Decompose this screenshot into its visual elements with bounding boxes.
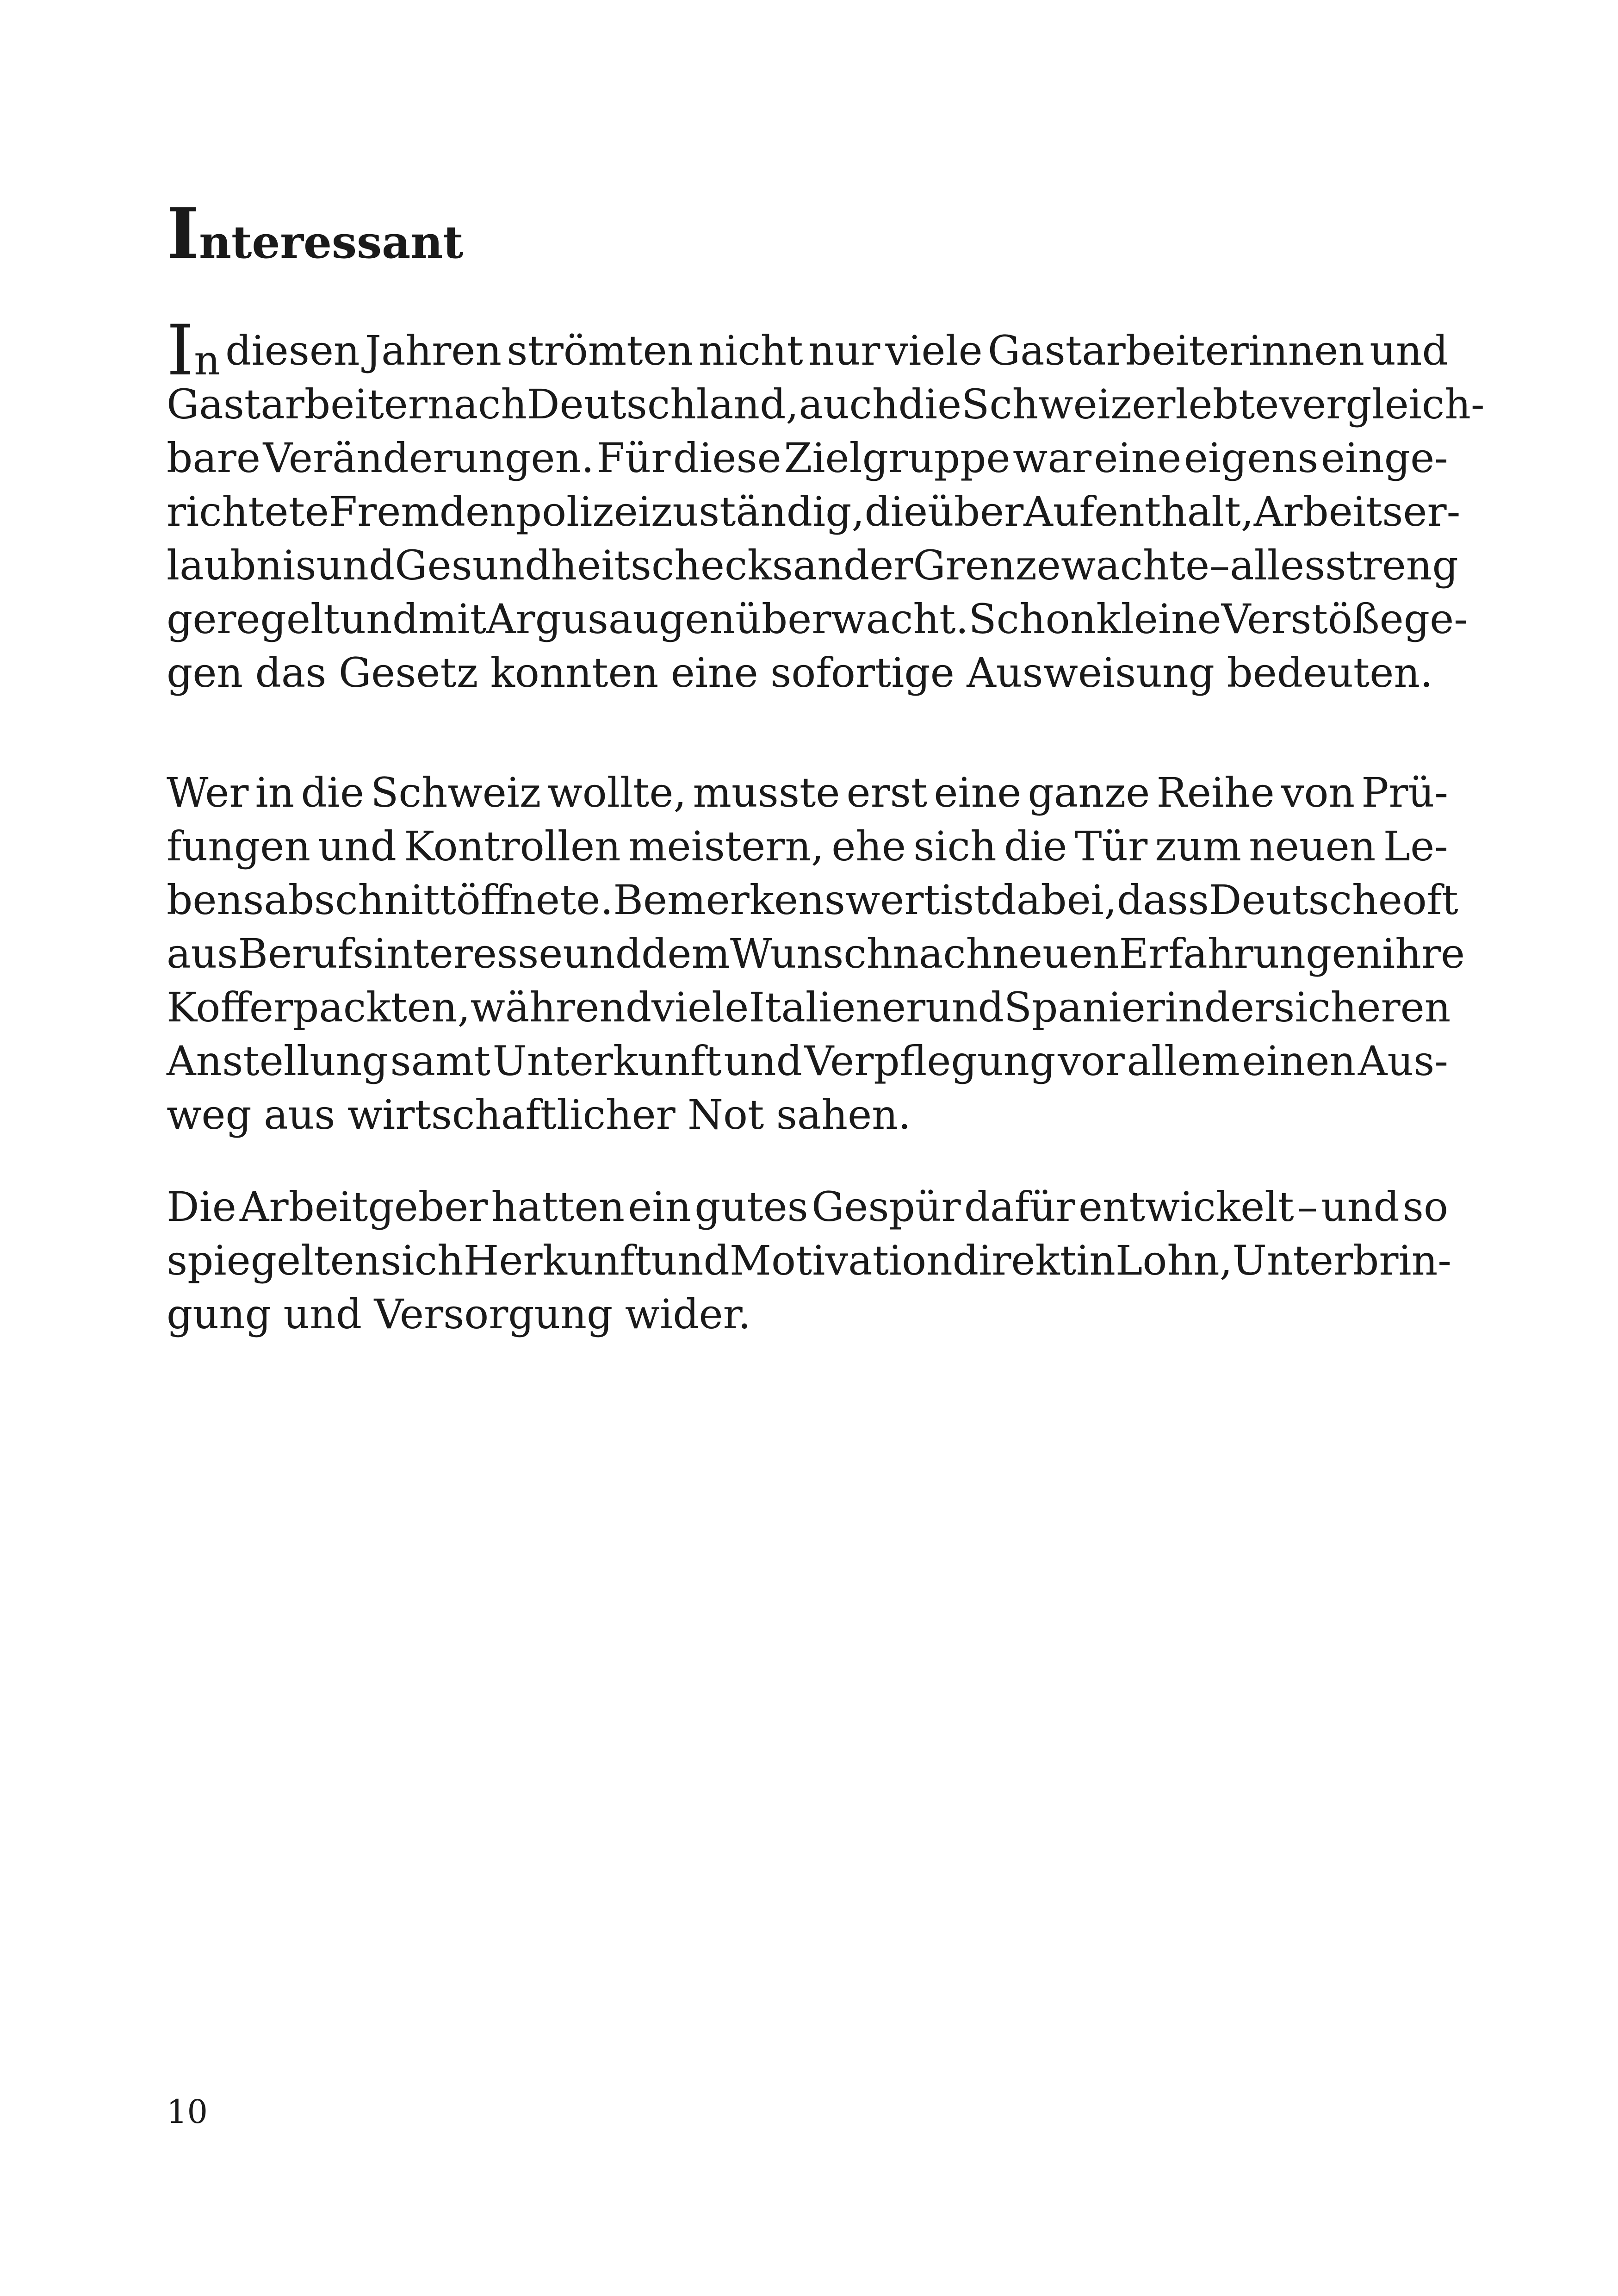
word: Unterkunft (492, 1037, 722, 1085)
word: Koffer (167, 983, 293, 1031)
word: viele (651, 983, 749, 1031)
word: und (651, 1237, 730, 1284)
word: eine (934, 769, 1022, 816)
section-heading (167, 193, 464, 274)
word: Erfahrungen (1119, 930, 1382, 977)
word: – (1209, 541, 1230, 589)
word: und (724, 1037, 802, 1085)
word: spiegelten (167, 1237, 381, 1284)
heading-rest: nteressant (199, 216, 464, 268)
word: Tür (1074, 822, 1148, 870)
word: öffnete. (456, 876, 614, 924)
word: neuen (992, 930, 1119, 977)
word: packten, (293, 983, 471, 1031)
word: Wer (167, 769, 249, 816)
word: wirtschaftlicher (347, 1091, 676, 1139)
word: Deutsche (1209, 876, 1402, 924)
word: Aus- (1358, 1037, 1448, 1085)
word: Arbeitser- (1253, 488, 1461, 535)
word: entwickelt (1078, 1183, 1294, 1231)
word: richtete (167, 488, 329, 535)
word: Veränderungen. (263, 434, 595, 482)
word: In (167, 311, 220, 391)
word: bare (167, 434, 260, 482)
initial-capital: I (167, 311, 194, 391)
text-line (167, 1088, 1448, 1142)
word: nicht (698, 327, 803, 374)
word: zuständig, (651, 488, 865, 535)
text-line (167, 873, 1458, 927)
word: Gastarbeiter (167, 380, 428, 428)
word: ehe (831, 822, 906, 870)
word: einen (1242, 1037, 1356, 1085)
text-line (167, 378, 1485, 431)
word: laubnis (167, 541, 316, 589)
word: so (1402, 1183, 1448, 1231)
word: während (470, 983, 652, 1031)
word: Verpflegung (804, 1037, 1056, 1085)
word: dass (1116, 876, 1209, 924)
word: Unterbrin- (1232, 1237, 1451, 1284)
word: dafür (964, 1183, 1075, 1231)
word: Bemerkenswert (613, 876, 940, 924)
word: Aufenthalt, (1023, 488, 1254, 535)
paragraph-3 (167, 1180, 1451, 1341)
word: Für (596, 434, 671, 482)
word: ge- (1403, 595, 1468, 643)
word: dem (641, 930, 730, 977)
word: wollte, (547, 769, 687, 816)
word: alles (1230, 541, 1326, 589)
paragraph-2 (167, 766, 1465, 1142)
word: vor (1058, 1037, 1125, 1085)
word: Schweiz (371, 769, 541, 816)
word: sicheren (1274, 983, 1451, 1031)
word: Argusaugen (486, 595, 736, 643)
word: Herkunft (463, 1237, 651, 1284)
word: Le- (1383, 822, 1448, 870)
text-line (167, 981, 1451, 1034)
word: ihre (1382, 930, 1465, 977)
word: sahen. (776, 1091, 911, 1139)
word: diesen (225, 327, 360, 374)
word: kleine (1096, 595, 1221, 643)
word: gutes (694, 1183, 808, 1231)
word: Gespür (811, 1183, 961, 1231)
word: gung (167, 1290, 272, 1338)
word: bedeuten. (1227, 649, 1433, 697)
word: war (1013, 434, 1091, 482)
word: Berufsinteresse (238, 930, 563, 977)
word: überwacht. (735, 595, 969, 643)
word: eine (670, 649, 758, 697)
word: die (1004, 822, 1067, 870)
word: ein (628, 1183, 692, 1231)
word: sofortige (770, 649, 955, 697)
word: wachte (1060, 541, 1210, 589)
text-line (167, 1234, 1451, 1288)
word: ganze (1028, 769, 1150, 816)
word: von (1281, 769, 1355, 816)
word: Schweiz (961, 380, 1132, 428)
word: samt (390, 1037, 490, 1085)
text-line (167, 539, 1458, 592)
word: an (793, 541, 843, 589)
word: direkt (952, 1237, 1077, 1284)
word: aus (167, 930, 238, 977)
word: eine (1094, 434, 1182, 482)
word: Die (167, 1183, 236, 1231)
word: Wunsch (730, 930, 893, 977)
word: Motivation (729, 1237, 953, 1284)
text-line (167, 820, 1448, 873)
word: oft (1402, 876, 1458, 924)
heading-initial: I (167, 193, 199, 274)
word: Gesetz (338, 649, 478, 697)
word: Zielgruppe (784, 434, 1010, 482)
word: Spanier (1004, 983, 1165, 1031)
word: zum (1155, 822, 1241, 870)
word: die (301, 769, 365, 816)
word: nach (893, 930, 992, 977)
word: Anstellung (167, 1037, 388, 1085)
word: neuen (1249, 822, 1376, 870)
word: strömten (507, 327, 694, 374)
word: Grenze (913, 541, 1061, 589)
text-line (167, 311, 1448, 391)
word: und (340, 595, 419, 643)
word: konnten (490, 649, 659, 697)
word: Lohn, (1115, 1237, 1233, 1284)
text-line (167, 1288, 1448, 1341)
word: aus (264, 1091, 335, 1139)
word: Gastarbeiterinnen (987, 327, 1365, 374)
word: Jahren (365, 327, 502, 374)
word: Italiener (749, 983, 926, 1031)
word: nach (427, 380, 527, 428)
text-line (167, 1034, 1448, 1088)
text-line (167, 927, 1465, 981)
word: der (1204, 983, 1274, 1031)
word: wider. (625, 1290, 751, 1338)
word: sich (913, 822, 997, 870)
word: allem (1127, 1037, 1240, 1085)
word: Ausweisung (967, 649, 1215, 697)
text-line (167, 1180, 1448, 1234)
word: in (1076, 1237, 1116, 1284)
word: Not (688, 1091, 764, 1139)
word: und (1370, 327, 1448, 374)
word: Verstöße (1221, 595, 1404, 643)
word: in (255, 769, 295, 816)
word: ist (940, 876, 991, 924)
word: Fremdenpolizei (329, 488, 651, 535)
word: Schon (968, 595, 1097, 643)
word: der (843, 541, 913, 589)
word: nur (808, 327, 880, 374)
word: vergleich- (1279, 380, 1485, 428)
word: und (283, 1290, 362, 1338)
word: und (318, 822, 397, 870)
word: mit (418, 595, 487, 643)
word: meistern, (628, 822, 824, 870)
word: eigens (1184, 434, 1319, 482)
word: das (255, 649, 327, 697)
word: erlebte (1132, 380, 1279, 428)
word: Deutschland, (527, 380, 799, 428)
word: Arbeitgeber (239, 1183, 488, 1231)
word: über (928, 488, 1024, 535)
word: fungen (167, 822, 311, 870)
page-number: 10 (167, 2093, 208, 2131)
word: gen (167, 649, 243, 697)
word: und (1320, 1183, 1400, 1231)
word: auch (799, 380, 899, 428)
word: diese (673, 434, 781, 482)
word: und (925, 983, 1004, 1031)
word: Reihe (1156, 769, 1275, 816)
text-line (167, 431, 1448, 485)
word: musste (693, 769, 840, 816)
word: dabei, (990, 876, 1117, 924)
word: und (563, 930, 642, 977)
word: einge- (1320, 434, 1448, 482)
word: weg (167, 1091, 252, 1139)
text-line (167, 766, 1448, 820)
word: Kontrollen (404, 822, 621, 870)
word: und (316, 541, 395, 589)
word: die (864, 488, 928, 535)
text-line (167, 592, 1468, 646)
word: bensabschnitt (167, 876, 456, 924)
text-line (167, 646, 1448, 700)
paragraph-1 (167, 311, 1485, 700)
word: streng (1325, 541, 1458, 589)
word: sich (380, 1237, 464, 1284)
word: in (1165, 983, 1204, 1031)
word: viele (885, 327, 983, 374)
word: Prü- (1361, 769, 1448, 816)
word: geregelt (167, 595, 340, 643)
text-line (167, 485, 1461, 539)
word: die (898, 380, 962, 428)
word: erst (846, 769, 928, 816)
word: – (1297, 1183, 1318, 1231)
word: hatten (491, 1183, 625, 1231)
word: Versorgung (374, 1290, 613, 1338)
word: Gesundheitschecks (395, 541, 793, 589)
